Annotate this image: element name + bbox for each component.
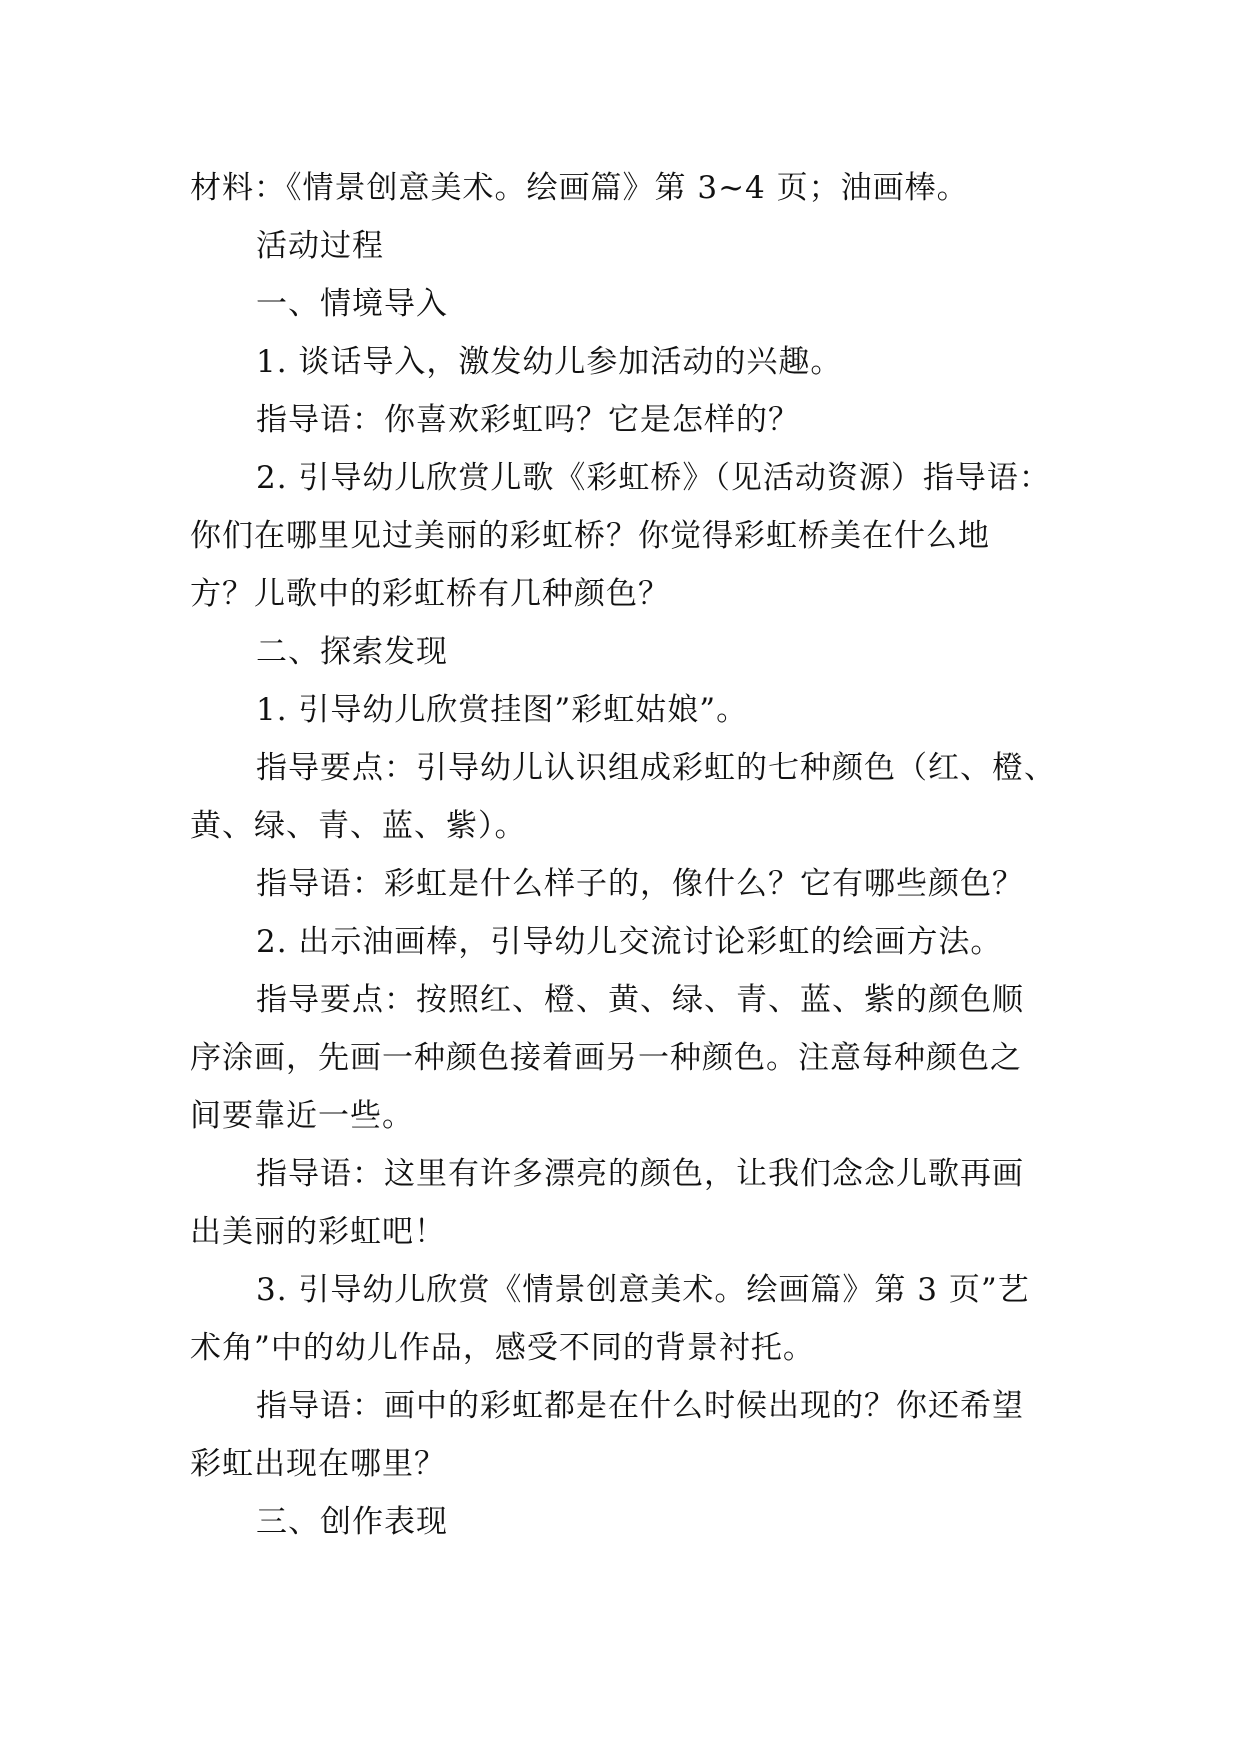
section-heading-creation: 三、创作表现 <box>256 1504 448 1540</box>
paragraph-line: 序涂画，先画一种颜色接着画另一种颜色。注意每种颜色之 <box>190 1040 1022 1076</box>
paragraph-line: 指导要点：按照红、橙、黄、绿、青、蓝、紫的颜色顺 <box>256 982 1024 1018</box>
paragraph-line: 间要靠近一些。 <box>190 1098 414 1134</box>
paragraph-line: 术角”中的幼儿作品，感受不同的背景衬托。 <box>190 1330 815 1366</box>
section-heading-activity-process: 活动过程 <box>256 228 384 264</box>
paragraph-line: 你们在哪里见过美丽的彩虹桥？你觉得彩虹桥美在什么地 <box>190 518 990 554</box>
materials-line: 材料：《情景创意美术。绘画篇》第 3~4 页；油画棒。 <box>190 170 969 206</box>
paragraph-line: 指导要点：引导幼儿认识组成彩虹的七种颜色（红、橙、 <box>256 750 1056 786</box>
paragraph-line: 黄、绿、青、蓝、紫）。 <box>190 808 527 844</box>
section-heading-explore: 二、探索发现 <box>256 634 448 670</box>
paragraph-line: 方？儿歌中的彩虹桥有几种颜色？ <box>190 576 670 612</box>
paragraph-line: 2. 引导幼儿欣赏儿歌《彩虹桥》（见活动资源）指导语： <box>256 460 1051 496</box>
paragraph-line: 1. 引导幼儿欣赏挂图”彩虹姑娘”。 <box>256 692 749 728</box>
paragraph-line: 3. 引导幼儿欣赏《情景创意美术。绘画篇》第 3 页”艺 <box>256 1272 1030 1308</box>
paragraph-line: 指导语：这里有许多漂亮的颜色，让我们念念儿歌再画 <box>256 1156 1024 1192</box>
paragraph-line: 指导语：彩虹是什么样子的，像什么？它有哪些颜色？ <box>256 866 1024 902</box>
paragraph-line: 指导语：画中的彩虹都是在什么时候出现的？你还希望 <box>256 1388 1024 1424</box>
paragraph-line: 1. 谈话导入，激发幼儿参加活动的兴趣。 <box>256 344 843 380</box>
paragraph-line: 彩虹出现在哪里？ <box>190 1446 446 1482</box>
section-heading-situation-intro: 一、情境导入 <box>256 286 448 322</box>
paragraph-line: 出美丽的彩虹吧！ <box>190 1214 446 1250</box>
paragraph-line: 2. 出示油画棒，引导幼儿交流讨论彩虹的绘画方法。 <box>256 924 1003 960</box>
paragraph-line: 指导语：你喜欢彩虹吗？它是怎样的？ <box>256 402 800 438</box>
